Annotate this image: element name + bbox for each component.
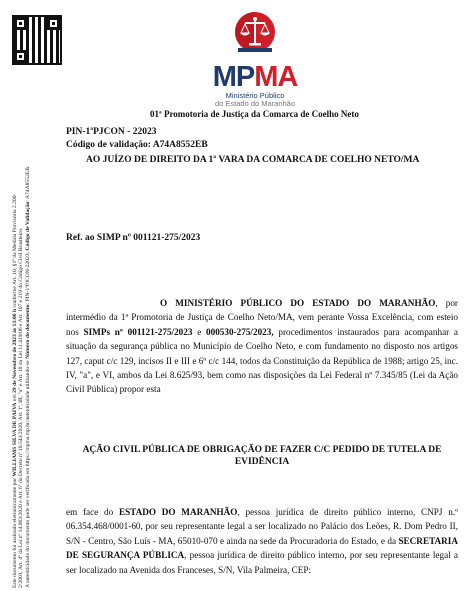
stamp-line-2: 2/2001, Art. 4º da Lei nº 14.063/2020 e Art. 6º do Decreto nº 10.543/2020, Art. 1º, III, "a" e Art. 10 da Lei 11.419/06 e Art. 107 e 219 do Código Civil Brasileiro. [18,227,25,588]
promotoria-heading: 01ª Promotoria de Justiça da Comarca de Coelho Neto [150,109,359,119]
signature-stamp [12,88,62,588]
mpma-logo [200,10,310,108]
document-number: PIN-1ªPJCON - 22023 [66,127,157,137]
addressee: AO JUÍZO DE DIREITO DA 1ª VARA DA COMARCA DE COELHO NETO/MA [86,155,420,165]
validation-code: Código de validação: A74A8552EB [66,140,208,150]
action-title: AÇÃO CIVIL PÚBLICA DE OBRIGAÇÃO DE FAZER C/C PEDIDO DE TUTELA DE EVIDÊNCIA [82,445,442,467]
logo-subtitle: Ministério Público do Estado do Maranhão [214,91,296,108]
qr-finder-bottom-left [14,50,27,63]
defendants-paragraph: em face do ESTADO DO MARANHÃO, pessoa jurídica de direito público interno, CNPJ n.º 06.354.468/0001-60, por seu representante legal a ser localizado no Palácio dos Leões, R. Dom Pedro II, S/N - Centro, São Luís - MA, 65010-070 e ainda na sede da Procuradoria do Estado, e da SECRETARIA DE SEGURANÇA PÚBLICA, pessoa jurídica de direito público interno, por seu representante legal a ser localizado na Avenida dos Franceses, S/N, Vila Palmeira, CEP: [66,507,458,575]
qr-code [12,15,62,65]
stamp-line-1: Este documento foi assinado eletronicamente por WILLIAMS SILVA DE PAIVA em 29 de Novembro de 2023 às 13:06 h conforme Art. 10, §1º da Medida Provisória 2.200- [12,193,18,588]
reference: Ref. ao SIMP nº 001121-275/2023 [66,233,201,243]
stamp-line-3: A autenticidade do documento pode ser verificada em https://mpma.mp.br/autenticidade utilizando-se Número do documento: PIN-1ªPJCON-22023, Código de Validação: A74A8552EB. [24,165,31,588]
qr-finder-top-left [14,17,27,30]
logo-wordmark: MPMA [212,61,298,93]
intro-paragraph: O MINISTÉRIO PÚBLICO DO ESTADO DO MARANHÃO, por intermédio da 1ª Promotoria de Justiça de Coelho Neto/MA, vem perante Vossa Excelência, com esteio nos SIMPs nº 001121-275/2023 e 000530-275/2023, procedimentos instaurados para acompanhar a situação da segurança pública no Município de Coelho Neto, e com fundamento no disposto nos artigos 127, caput c/c 129, incisos II e III e 6º c/c 144, todos da Constituição da República de 1988; artigo 25, inc. IV, "a", e VI, ambos da Lei 8.625/93, bem como nas disposições da Lei Federal nº 7.345/85 (Lei da Ação Civil Pública) propor esta [66,298,459,395]
scales-of-justice-icon [234,10,276,56]
qr-finder-top-right [47,17,60,30]
